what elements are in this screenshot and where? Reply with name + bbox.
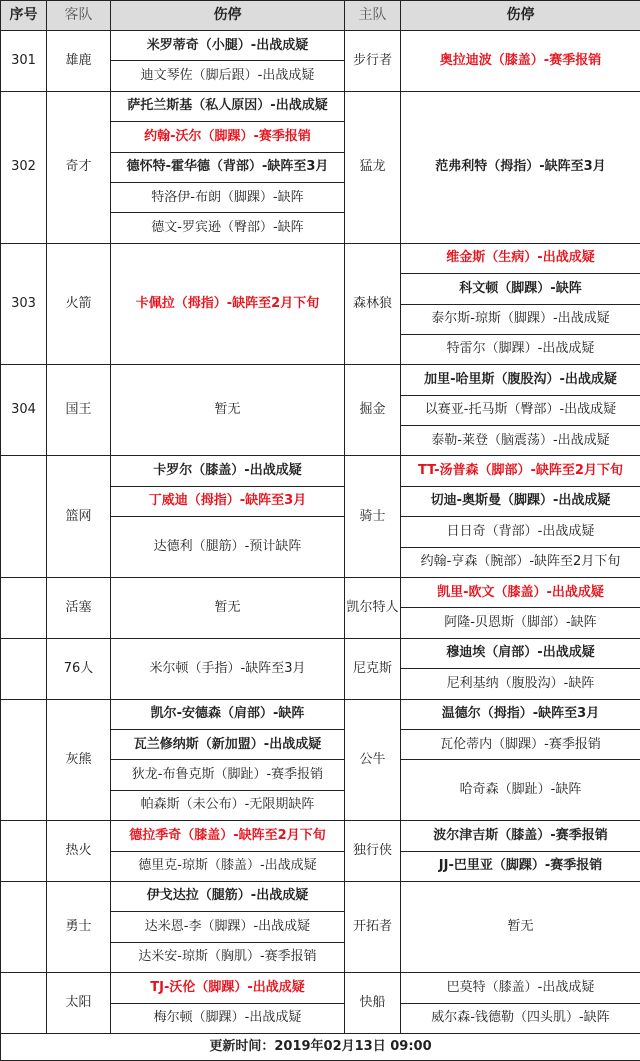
away-injury-cell: 米罗蒂奇（小腿）-出战成疑 bbox=[111, 31, 345, 61]
game-number bbox=[1, 699, 47, 821]
home-injury-cell: 穆迪埃（肩部）-出战成疑 bbox=[401, 638, 640, 668]
home-injury-cell: 尼利基纳（腹股沟）-缺阵 bbox=[401, 669, 640, 699]
home-injury-cell: 瓦伦蒂内（脚踝）-赛季报销 bbox=[401, 729, 640, 759]
home-injury-cell: 凯里-欧文（膝盖）-出战成疑 bbox=[401, 578, 640, 608]
table-row bbox=[1, 881, 640, 911]
table-row bbox=[1, 973, 640, 1003]
away-team-name: 奇才 bbox=[47, 91, 111, 243]
table-row bbox=[1, 638, 640, 668]
game-number: 304 bbox=[1, 365, 47, 456]
away-injury-cell: 萨托兰斯基（私人原因）-出战成疑 bbox=[111, 91, 345, 121]
away-injury-cell: 瓦兰修纳斯（新加盟）-出战成疑 bbox=[111, 729, 345, 759]
header-home-team: 主队 bbox=[345, 1, 401, 31]
away-injury-cell: 梅尔顿（脚踝）-出战成疑 bbox=[111, 1003, 345, 1034]
home-injury-cell: 维金斯（生病）-出战成疑 bbox=[401, 243, 640, 273]
away-injury-cell: 约翰-沃尔（脚踝）-赛季报销 bbox=[111, 122, 345, 152]
home-injury-cell: 哈奇森（脚趾）-缺阵 bbox=[401, 760, 640, 821]
table-row bbox=[1, 821, 640, 851]
away-injury-cell: 迪文琴佐（脚后跟）-出战成疑 bbox=[111, 61, 345, 91]
away-team-name: 雄鹿 bbox=[47, 31, 111, 92]
away-injury-cell: 卡佩拉（拇指）-缺阵至2月下旬 bbox=[111, 243, 345, 365]
away-injury-cell: 达米安-琼斯（胸肌）-赛季报销 bbox=[111, 942, 345, 972]
home-injury-cell: 范弗利特（拇指）-缺阵至3月 bbox=[401, 91, 640, 243]
away-injury-cell: 凯尔-安德森（肩部）-缺阵 bbox=[111, 699, 345, 729]
away-team-name: 76人 bbox=[47, 638, 111, 699]
game-number bbox=[1, 881, 47, 972]
home-injury-cell: 泰尔斯-琼斯（脚踝）-出战成疑 bbox=[401, 304, 640, 334]
home-team-name: 森林狼 bbox=[345, 243, 401, 365]
away-injury-cell: 米尔顿（手指）-缺阵至3月 bbox=[111, 638, 345, 699]
game-number bbox=[1, 973, 47, 1034]
away-injury-cell: 达米恩-李（脚踝）-出战成疑 bbox=[111, 912, 345, 942]
home-team-name: 开拓者 bbox=[345, 881, 401, 972]
game-number bbox=[1, 578, 47, 639]
away-team-name: 篮网 bbox=[47, 456, 111, 578]
away-team-name: 灰熊 bbox=[47, 699, 111, 821]
home-injury-cell: JJ-巴里亚（脚踝）-赛季报销 bbox=[401, 851, 640, 881]
game-number: 303 bbox=[1, 243, 47, 365]
home-injury-cell: 温德尔（拇指）-缺阵至3月 bbox=[401, 699, 640, 729]
home-team-name: 掘金 bbox=[345, 365, 401, 456]
header-away-team: 客队 bbox=[47, 1, 111, 31]
header-no: 序号 bbox=[1, 1, 47, 31]
home-injury-cell: 阿隆-贝恩斯（脚部）-缺阵 bbox=[401, 608, 640, 638]
home-team-name: 独行侠 bbox=[345, 821, 401, 882]
away-injury-cell: 伊戈达拉（腿筋）-出战成疑 bbox=[111, 881, 345, 911]
away-team-name: 火箭 bbox=[47, 243, 111, 365]
home-injury-cell: 威尔森-钱德勒（四头肌）-缺阵 bbox=[401, 1003, 640, 1034]
table-row bbox=[1, 243, 640, 273]
update-row bbox=[1, 1034, 640, 1061]
home-team-name: 猛龙 bbox=[345, 91, 401, 243]
away-injury-cell: 暂无 bbox=[111, 578, 345, 639]
away-injury-cell: 德拉季奇（膝盖）-缺阵至2月下旬 bbox=[111, 821, 345, 851]
away-team-name: 国王 bbox=[47, 365, 111, 456]
game-number bbox=[1, 638, 47, 699]
away-injury-cell: 德怀特-霍华德（背部）-缺阵至3月 bbox=[111, 152, 345, 182]
home-injury-cell: 奥拉迪波（膝盖）-赛季报销 bbox=[401, 31, 640, 92]
game-number: 302 bbox=[1, 91, 47, 243]
home-team-name: 快船 bbox=[345, 973, 401, 1034]
home-injury-cell: 暂无 bbox=[401, 881, 640, 972]
game-number bbox=[1, 821, 47, 882]
game-number: 301 bbox=[1, 31, 47, 92]
table-body bbox=[1, 31, 640, 1034]
home-injury-cell: 切迪-奥斯曼（脚踝）-出战成疑 bbox=[401, 486, 640, 516]
home-team-name: 骑士 bbox=[345, 456, 401, 578]
home-team-name: 步行者 bbox=[345, 31, 401, 92]
home-injury-cell: 泰勒-莱登（脑震荡）-出战成疑 bbox=[401, 426, 640, 456]
table-row bbox=[1, 31, 640, 61]
home-injury-cell: 日日奇（背部）-出战成疑 bbox=[401, 517, 640, 547]
away-injury-cell: 暂无 bbox=[111, 365, 345, 456]
away-team-name: 勇士 bbox=[47, 881, 111, 972]
away-injury-cell: 德文-罗宾逊（臀部）-缺阵 bbox=[111, 213, 345, 243]
home-injury-cell: 加里-哈里斯（腹股沟）-出战成疑 bbox=[401, 365, 640, 395]
home-injury-cell: TT-汤普森（脚部）-缺阵至2月下旬 bbox=[401, 456, 640, 486]
away-injury-cell: 达德利（腿筋）-预计缺阵 bbox=[111, 517, 345, 578]
home-team-name: 公牛 bbox=[345, 699, 401, 821]
home-team-name: 凯尔特人 bbox=[345, 578, 401, 639]
home-injury-cell: 科文顿（脚踝）-缺阵 bbox=[401, 274, 640, 304]
table-row bbox=[1, 91, 640, 121]
away-team-name: 活塞 bbox=[47, 578, 111, 639]
table-row bbox=[1, 365, 640, 395]
home-injury-cell: 特雷尔（脚踝）-出战成疑 bbox=[401, 334, 640, 364]
update-time: 更新时间：2019年02月13日 09:00 bbox=[1, 1034, 640, 1061]
header-away-injury: 伤停 bbox=[111, 1, 345, 31]
table-header-row bbox=[1, 1, 640, 31]
away-injury-cell: 丁威迪（拇指）-缺阵至3月 bbox=[111, 486, 345, 516]
home-injury-cell: 巴莫特（膝盖）-出战成疑 bbox=[401, 973, 640, 1003]
away-injury-cell: 狄龙-布鲁克斯（脚趾）-赛季报销 bbox=[111, 760, 345, 790]
game-number bbox=[1, 456, 47, 578]
home-injury-cell: 波尔津吉斯（膝盖）-赛季报销 bbox=[401, 821, 640, 851]
away-injury-cell: TJ-沃伦（脚踝）-出战成疑 bbox=[111, 973, 345, 1003]
home-team-name: 尼克斯 bbox=[345, 638, 401, 699]
header-home-injury: 伤停 bbox=[401, 1, 640, 31]
away-team-name: 太阳 bbox=[47, 973, 111, 1034]
home-injury-cell: 约翰-亨森（腕部）-缺阵至2月下旬 bbox=[401, 547, 640, 577]
away-injury-cell: 特洛伊-布朗（脚踝）-缺阵 bbox=[111, 182, 345, 212]
away-team-name: 热火 bbox=[47, 821, 111, 882]
table-row bbox=[1, 456, 640, 486]
home-injury-cell: 以赛亚-托马斯（臀部）-出战成疑 bbox=[401, 395, 640, 425]
away-injury-cell: 德里克-琼斯（膝盖）-出战成疑 bbox=[111, 851, 345, 881]
away-injury-cell: 卡罗尔（膝盖）-出战成疑 bbox=[111, 456, 345, 486]
away-injury-cell: 帕森斯（未公布）-无限期缺阵 bbox=[111, 790, 345, 820]
table-row bbox=[1, 699, 640, 729]
table-row bbox=[1, 578, 640, 608]
